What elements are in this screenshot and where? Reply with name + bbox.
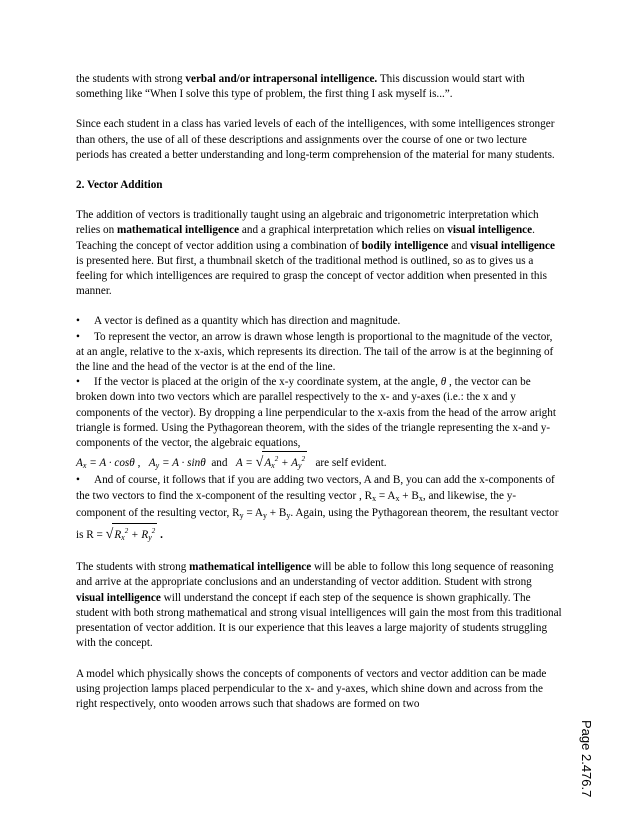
bullet-text: A vector is defined as a quantity which has direction and magnitude. <box>94 315 401 328</box>
text-span: and a graphical interpretation which relies on <box>239 224 448 237</box>
paragraph-model: A model which physically shows the concepts of components of vectors and vector addition can be made using projection lamps placed perpendicular to the x- and y-axes, which shine down and across from the right respectively, onto wooden arrows such that shadows are formed on two <box>76 667 547 710</box>
bold-text: visual intelligence <box>447 224 533 237</box>
bold-text: visual intelligence <box>76 591 161 604</box>
paragraph-intelligences: Since each student in a class has varied levels of each of the intelligences, with some intelligences stronger than others, the use of all of these descriptions and assignments over the course of one or two lecture periods has created a better understanding and long-term comprehension of the material for many students. <box>76 118 555 161</box>
equation-ax: $A_x = A \cdot \cos\theta$ <box>76 457 135 471</box>
text-span: This discussion would start with something like “When I solve this type of problem, the first thing I ask myself is...”. <box>76 73 525 101</box>
bullet-text: To represent the vector, an arrow is drawn whose length is proportional to the magnitude of the vector, at an angle, relative to the x-axis, which represents its direction. The tail of the arrow is at the beginning of the line and the head of the vector is at the end of the line. <box>76 330 554 374</box>
subscript: x <box>418 493 423 503</box>
subscript: y <box>239 510 244 520</box>
bullet-text: If the vector is placed at the origin of the x-y coordinate system, at the angle, <box>94 376 441 389</box>
subscript: y <box>286 510 291 520</box>
equation-tail: are self evident. <box>315 457 387 470</box>
subscript: y <box>262 510 267 520</box>
bullet-item <box>76 314 562 329</box>
text-span: The students with strong <box>76 561 190 574</box>
bullet-text: , and likewise, the y-component of the resulting vector, R <box>76 489 517 519</box>
bullet-text: = A <box>376 489 396 502</box>
bullet-item: • And of course, it follows that if you are adding two vectors, A and B, you can add the x-components of the two vectors to find the x-component of the resulting vector , $R_x = A_x + B_x$, and likewise, the y-component of the resulting vector, $R_y = A_y + B_y$. Again, using the Pythagorean theorem, the resultant vector is $R = √R_x^2 + R_y^2$ . <box>76 473 562 545</box>
bullet-text: And of course, it follows that if you are adding two vectors, A and B, you can add the x-components of the two vectors to find the x-component of the resulting vector , R <box>76 474 555 502</box>
text-span: the students with strong <box>76 73 186 85</box>
text-span: . Teaching the concept of vector addition using a combination of <box>76 224 535 252</box>
bullet-text: = A <box>243 506 263 519</box>
bullet-text: , the vector can be broken down into two vectors which are parallel respectively to the x- and y-axes (i.e.: the x and y components of the vector). By dropping a line perpendicular to the x-axis from the head of the arrow aright triangle is formed. Using the Pythagorean theorem, with the sides of the triangle representing the x-and y-components of the vector, the algebraic equations, <box>76 376 556 450</box>
paragraph-vector-addition <box>76 208 562 299</box>
text-span: The addition of vectors is traditionally taught using an algebraic and trigonometric interpretation which relies on <box>76 209 539 237</box>
bold-text: mathematical intelligence <box>117 224 240 237</box>
paragraph-students <box>76 560 562 651</box>
bold-text: verbal and/or intrapersonal intelligence. <box>185 73 378 85</box>
text-span: will be able to follow this long sequence of reasoning and arrive at the appropriate conclusions and an understanding of vector addition. Student with strong <box>76 561 554 589</box>
bold-text: mathematical intelligence <box>189 561 312 574</box>
bullet-text: + B <box>266 506 287 519</box>
bullet-icon: • <box>76 376 80 389</box>
bullet-item <box>76 330 562 376</box>
equation-ay: $A_y = A \cdot \sin\theta$ <box>148 457 206 471</box>
equation-and: and <box>211 457 228 470</box>
text-span: will understand the concept if each step of the sequence is shown graphically. The student with both strong mathematical and strong visual intelligences will gain the most from this traditional presentation of vector addition. It is our experience that this leaves a large majority of students struggling with the concept. <box>76 591 562 650</box>
equation-resultant: $√R_x^2 + R_y^2$ <box>106 529 158 541</box>
paragraph-intro <box>76 72 562 102</box>
bullet-icon: • <box>76 315 80 328</box>
subscript: x <box>395 493 400 503</box>
theta-symbol: θ <box>440 376 447 389</box>
text-span: and <box>448 239 471 252</box>
section-heading: 2. Vector Addition <box>76 179 163 192</box>
equation-line: $A_x = A \cdot \cos\theta$ , $A_y = A \cdot \sin\theta$ and $A = √A_x^2 + A_y^2$ are self evident. <box>76 451 562 473</box>
bullet-icon: • <box>76 474 80 487</box>
equation-magnitude: $A = √A_x^2 + A_y^2$ <box>236 457 307 469</box>
bullet-text: + B <box>399 489 419 502</box>
bullet-icon: • <box>76 330 80 343</box>
document-body <box>76 72 562 727</box>
subscript: x <box>372 493 377 503</box>
bold-text: bodily intelligence <box>361 239 449 252</box>
page-number: Page 2.476.7 <box>579 720 594 798</box>
bullet-text: . Again, using the Pythagorean theorem, the resultant vector is R = <box>76 506 559 542</box>
bullet-item <box>76 375 562 451</box>
text-span: is presented here. But first, a thumbnail sketch of the traditional method is outlined, so as to gives us a feeling for which intelligences are required to grasp the concept of vector addition when presented in this manner. <box>76 254 547 298</box>
bold-text: visual intelligence <box>470 239 555 252</box>
